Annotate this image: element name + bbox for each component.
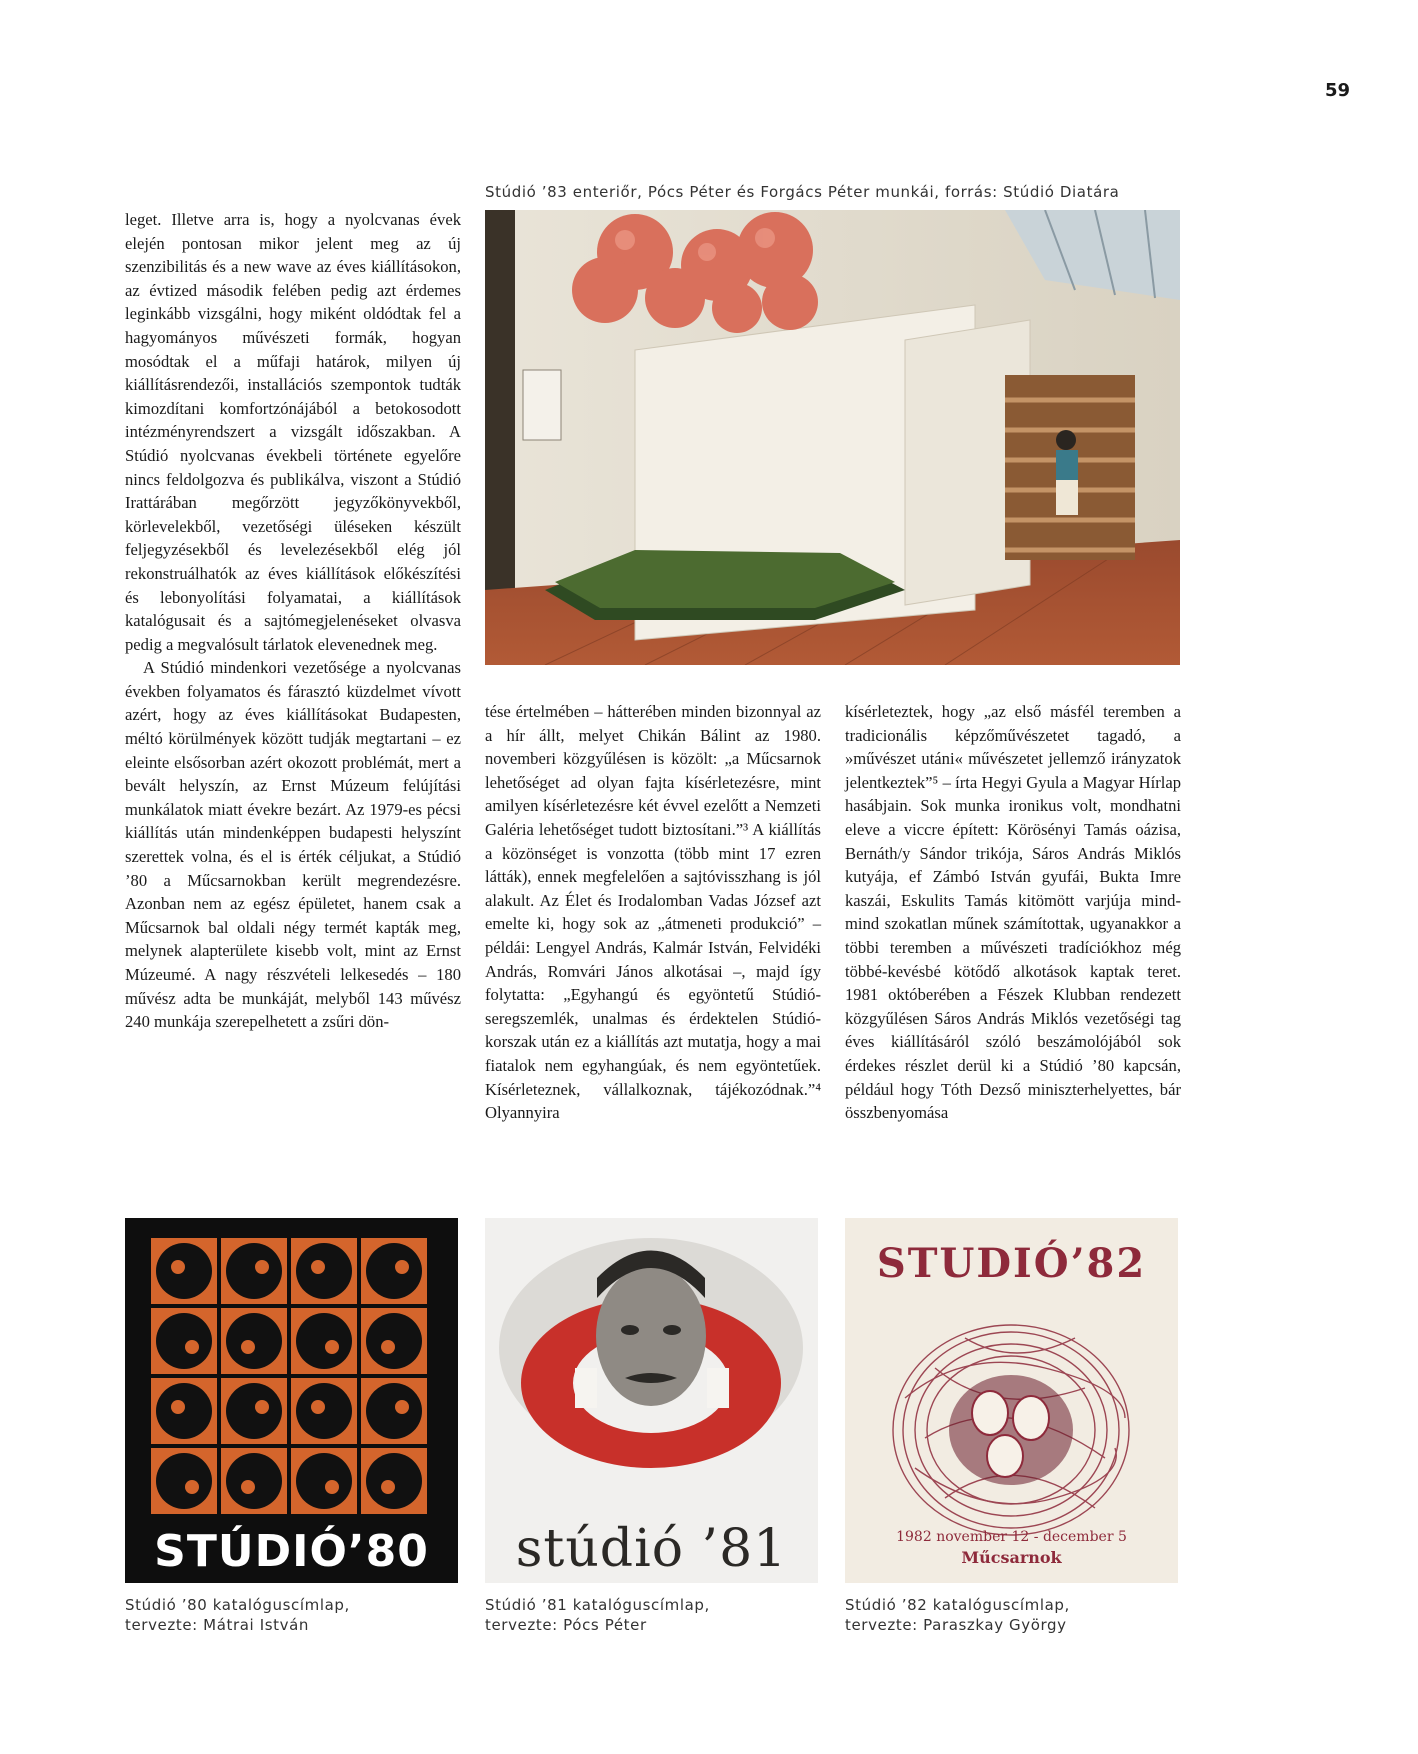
text-column-3 [845, 700, 1181, 1125]
paragraph-2: A Stúdió mindenkori vezetősége a nyolcvanas években folyamatos és fárasztó küzdelmet vívott azért, hogy az éves kiállításokat Budapesten, méltó körülmények között tudják megtartani – ez eleinte elsősorban azért okozott problémát, mert a bevált helyszín, az Ernst Múzeum felújítási munkálatok miatt évekre bezárt. Az 1979-es pécsi kiállítás után mindenképpen budapesti helyszínt szerettek volna, és el is érték céljukat, a Stúdió ’80 a Műcsarnokban került megrendezésre. Azonban nem az egész épületet, hanem csak a Műcsarnok bal oldali négy termét kapták meg, melynek alapterülete kisebb volt, mint az Ernst Múzeumé. A nagy részvételi lelkesedés – 180 művész adta be munkáját, melyből 143 művész 240 munkája szerepelhetett a zsűri dön- [125, 658, 461, 1032]
cover-80-caption [125, 1595, 458, 1635]
cover-82-caption-line-2: tervezte: Paraszkay György [845, 1616, 1067, 1634]
cover-80-tile-circle [296, 1243, 352, 1299]
cover-82-wordmark: STUDIÓ’82 [876, 1240, 1147, 1287]
cover-80-tile-hole [185, 1480, 199, 1494]
cover-80-tile-hole [241, 1340, 255, 1354]
cover-80-tile-circle [226, 1313, 282, 1369]
cover-80-tile-circle [296, 1313, 352, 1369]
cover-80-tile-hole [381, 1480, 395, 1494]
cover-80-caption-line-2: tervezte: Mátrai István [125, 1616, 309, 1634]
cover-80-tile-hole [325, 1480, 339, 1494]
cover-80-tile-circle [156, 1243, 212, 1299]
cover-80-tile-circle [156, 1383, 212, 1439]
cover-80-tile-hole [395, 1400, 409, 1414]
cover-82-dates: 1982 november 12 - december 5 [896, 1529, 1127, 1545]
cover-80-tile-hole [171, 1260, 185, 1274]
cover-80-tile-circle [156, 1453, 212, 1509]
cover-80-tile-hole [241, 1480, 255, 1494]
cover-studio-81 [485, 1218, 818, 1583]
cover-82-caption-line-1: Stúdió ’82 katalóguscímlap, [845, 1596, 1070, 1614]
cover-80-tile-circle [296, 1383, 352, 1439]
column-3-text: kísérleteztek, hogy „az első másfél teremben a tradicionális képzőművészetet tagadó, a »művészet utáni« művészetet jellemző irányzatok jelentkeztek”⁵ – írta Hegyi Gyula a Magyar Hírlap hasábjain. Sok munka ironikus volt, mondhatni eleve a viccre épített: Körösényi Tamás oázisa, Bernáth/y Sándor trikója, Sáros András Miklós kutyája, ef Zámbó István gyufái, Bukta Imre kaszái, Eskulits Tamás kitömött varjúja mind-mind szokatlan műnek számítottak, ugyanakkor a többi teremben a művészeti tradíciókhoz még többé-kevésbé kötődő alkotások kaptak teret. 1981 októberében a Fészek Klubban rendezett közgyűlésen Sáros András Miklós vezetőségi tag éves kiállításáról szóló beszámolójából sok érdekes részlet derül ki a Stúdió ’80 kapcsán, például hogy Tóth Dezső miniszterhelyettes, bár összbenyomása [845, 702, 1181, 1123]
text-column-1 [125, 208, 461, 1034]
photo-caption: Stúdió ’83 enteriőr, Pócs Péter és Forgács Péter munkái, forrás: Stúdió Diatára [485, 183, 1120, 201]
cover-80-tile-hole [311, 1400, 325, 1414]
exhibition-photo [485, 210, 1180, 665]
cover-80-tile-hole [255, 1260, 269, 1274]
cover-80-tile-circle [366, 1383, 422, 1439]
cover-80-tile-circle [296, 1453, 352, 1509]
cover-80-tile-circle [366, 1313, 422, 1369]
cover-80-caption-line-1: Stúdió ’80 katalóguscímlap, [125, 1596, 350, 1614]
cover-81-wordmark: stúdió ’81 [515, 1519, 788, 1579]
cover-80-tile-circle [366, 1453, 422, 1509]
column-2-text: tése értelmében – hátterében minden bizonnyal az a hír állt, melyet Chikán Bálint az 1980. novemberi közgyűlésen is közölt: „a Műcsarnok lehetőséget ad olyan fajta kísérletezésre, mint amilyen kísérletezésre két évvel ezelőtt a Nemzeti Galéria lehetőséget tudott biztosítani.”³ A kiállítás a közönséget is vonzotta (több mint 17 ezren látták), ennek megfelelően a sajtóvisszhang is jól alakult. Az Élet és Irodalomban Vadas József azt emelte ki, hogy sok az „átmeneti produkció” – példái: Lengyel András, Kalmár István, Felvidéki András, Romvári János alkotásai –, majd így folytatta: „Egyhangú és egyöntetű Stúdió-seregszemlék, unalmas és érdektelen Stúdió-korszak után ez a kiállítás azt mutatja, hogy a mai fiatalok nem egyhangúak, és nem egyöntetűek. Kísérleteznek, vállalkoznak, tájékozódnak.”⁴ Olyannyira [485, 702, 821, 1123]
cover-81-caption-line-2: tervezte: Pócs Péter [485, 1616, 647, 1634]
cover-82-caption [845, 1595, 1178, 1635]
cover-80-wordmark: STÚDIÓ’80 [154, 1526, 429, 1577]
cover-80-tile-hole [381, 1340, 395, 1354]
cover-80-tile-circle [366, 1243, 422, 1299]
cover-80-tile-hole [171, 1400, 185, 1414]
cover-80-tile-hole [395, 1260, 409, 1274]
text-column-2 [485, 700, 821, 1125]
cover-studio-82 [845, 1218, 1178, 1583]
cover-80-tile-circle [226, 1383, 282, 1439]
cover-82-venue: Műcsarnok [961, 1548, 1062, 1567]
cover-80-tile-hole [325, 1340, 339, 1354]
cover-81-caption-line-1: Stúdió ’81 katalóguscímlap, [485, 1596, 710, 1614]
cover-80-tile-circle [156, 1313, 212, 1369]
cover-80-tile-hole [255, 1400, 269, 1414]
cover-81-caption [485, 1595, 818, 1635]
cover-80-tile-hole [311, 1260, 325, 1274]
cover-80-tile-circle [226, 1453, 282, 1509]
cover-studio-80 [125, 1218, 458, 1583]
page-number: 59 [1325, 80, 1351, 101]
cover-80-tile-hole [185, 1340, 199, 1354]
cover-80-tile-circle [226, 1243, 282, 1299]
paragraph-1: leget. Illetve arra is, hogy a nyolcvanas évek elején pontosan mikor jelent meg az új szenzibilitás és a new wave az éves kiállításokon, az évtized második felében pedig azt érdemes leginkább vizsgálni, hogy miként oldódtak fel a hagyományos művészeti formák, hogyan mosódtak el a műfaji határok, milyen új kiállításrendezői, installációs szempontok tudták kimozdítani komfortzónájából a betokosodott intézményrendszert a vizsgált időszakban. A Stúdió nyolcvanas évekbeli története egyelőre nincs feldolgozva és publikálva, viszont a Stúdió Irattárában megőrzött jegyzőkönyvekből, körlevelekből, vezetőségi üléseken készült feljegyzésekből és levelezésekből elég jól rekonstruálhatók az éves kiállítások előkészítési és lebonyolítási folyamatai, a kiállítások katalógusait és a sajtómegjelenéseket olvasva pedig a megvalósult tárlatok elevenednek meg. [125, 210, 461, 654]
